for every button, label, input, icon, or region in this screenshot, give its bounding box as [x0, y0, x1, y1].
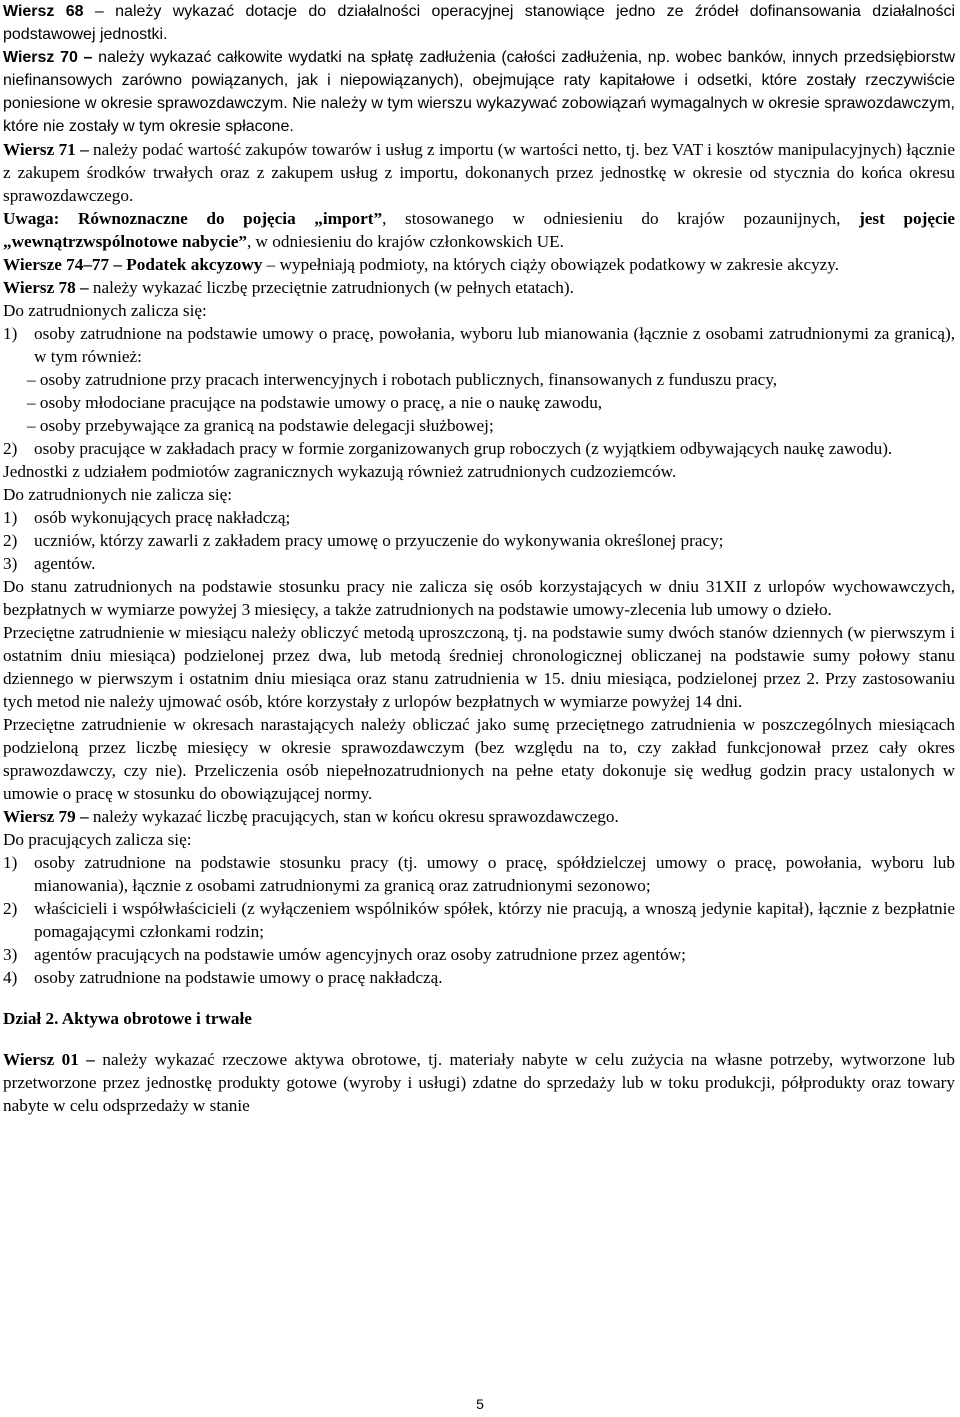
list-number: 2) [3, 439, 18, 458]
list-text: osoby zatrudnione na podstawie umowy o pracę nakładczą. [34, 968, 443, 987]
paragraph-wiersz-79 [3, 805, 955, 828]
included-intro: Do zatrudnionych zalicza się: [3, 301, 207, 320]
list-text: osoby pracujące w zakładach pracy w formie zorganizowanych grup roboczych (z wyjątkiem odbywających naukę zawodu). [34, 439, 893, 458]
paragraph-wiersz-70 [3, 46, 955, 138]
list-text: agentów. [34, 554, 96, 573]
excluded-intro: Do zatrudnionych nie zalicza się: [3, 485, 233, 504]
paragraph-wiersz-01 [3, 1048, 955, 1117]
list-number: 1) [3, 324, 18, 343]
list-number: 2) [3, 531, 18, 550]
row-text: należy wykazać całkowite wydatki na spłatę zadłużenia (całości zadłużenia, np. wobec banków, innych przedsiębiorstw niefinansowych zarówno powiązanych, jak i niepowiązanych), obejmujące raty kapitałowe i odsetki, które zostały rzeczywiście poniesione w okresie sprawozdawczym. Nie należy w tym wierszu wykazywać zobowiązań wymagalnych w okresie sprawozdawczym, które nie zostały w tym okresie spłacone. [3, 49, 955, 135]
row-text: należy podać wartość zakupów towarów i usług z importu (w wartości netto, tj. bez VAT i kosztów manipulacyjnych) łącznie z zakupem środków trwałych oraz z zakupem usług z importu, dokonanych przez jednostkę w okresie od stycznia do końca okresu sprawozdawczego. [3, 140, 955, 205]
list-item [3, 943, 955, 966]
list-number: 2) [3, 899, 18, 918]
paragraph-stan-zatrudnionych: Do stanu zatrudnionych na podstawie stosunku pracy nie zalicza się osób korzystających w dniu 31XII z urlopów wychowawczych, bezpłatnych w wymiarze powyżej 3 miesięcy, a także zatrudnionych na podstawie umowy-zlecenia lub umowy o dzieło. [3, 577, 955, 619]
row-text: należy wykazać rzeczowe aktywa obrotowe, tj. materiały nabyte w celu zużycia na własne potrzeby, wytworzone lub przetworzone przez jednostkę produkty gotowe (wyroby i usługi) zdatne do sprzedaży lub w toku produkcji, półprodukty oraz towary nabyte w celu odsprzedaży w stanie [3, 1050, 955, 1115]
list-item [3, 552, 955, 575]
paragraph-przecietne-okresy: Przeciętne zatrudnienie w okresach narastających należy obliczać jako sumę przeciętnego zatrudnienia w poszczególnych miesiącach podzieloną przez liczbę miesięcy w okresie sprawozdawczym (bez względu na to, czy zakład funkcjonował przez cały okres sprawozdawczy, czy nie). Przeliczenia osób niepełnozatrudnionych na pełne etaty dokonuje się według godzin pracy ustalonych w umowie o pracę w stosunku do obowiązującej normy. [3, 715, 955, 803]
list-item [3, 851, 955, 897]
list-number: 1) [3, 853, 18, 872]
paragraph-wiersz-68 [3, 0, 955, 46]
paragraph-wiersz-78 [3, 276, 955, 299]
list-text: osoby zatrudnione na podstawie stosunku pracy (tj. umowy o pracę, spółdzielczej umowy o pracę, powołania, wyboru lub mianowania), łącznie z osobami zatrudnionymi za granicą oraz zatrudnionymi sezonowo; [34, 853, 955, 895]
list-item [3, 966, 955, 989]
paragraph-foreign [3, 460, 955, 483]
list-text: uczniów, którzy zawarli z zakładem pracy umowę o przyuczenie do wykonywania określonej pracy; [34, 531, 724, 550]
list-text: właścicieli i współwłaścicieli (z wyłączeniem wspólników spółek, którzy nie pracują, a wnoszą jedynie kapitał), łącznie z bezpłatnie pomagającymi członkami rodzin; [34, 899, 955, 941]
list-text: agentów pracujących na podstawie umów agencyjnych oraz osoby zatrudnione przez agentów; [34, 945, 686, 964]
dash-item: – osoby młodociane pracujące na podstawie umowy o pracę, a nie o naukę zawodu, [27, 393, 603, 412]
row-text: należy wykazać liczbę pracujących, stan w końcu okresu sprawozdawczego. [88, 807, 619, 826]
dash-item: – osoby przebywające za granicą na podstawie delegacji służbowej; [27, 416, 494, 435]
paragraph-text: Jednostki z udziałem podmiotów zagranicznych wykazują również zatrudnionych cudzoziemców. [3, 462, 677, 481]
note-label: Uwaga: Równoznaczne do pojęcia „import” [3, 209, 383, 228]
list-text: osób wykonujących pracę nakładczą; [34, 508, 291, 527]
list-item [3, 437, 955, 460]
list-item [3, 529, 955, 552]
row-label: Wiersz 78 – [3, 278, 89, 297]
row-text: należy wykazać liczbę przeciętnie zatrudnionych (w pełnych etatach). [88, 278, 574, 297]
row-label: Wiersz 70 – [3, 49, 93, 66]
list-number: 3) [3, 945, 18, 964]
paragraph-przecietne-miesiac: Przeciętne zatrudnienie w miesiącu należy obliczyć metodą uproszczoną, tj. na podstawie sumy dwóch stanów dziennych (w pierwszym i ostatnim dniu miesiąca) podzielonej przez dwa, lub metodą średniej chronologicznej obliczanej na podstawie sumy połowy stanu dziennego w pierwszym i ostatnim dniu miesiąca oraz stanu zatrudnienia w 15. dniu miesiąca, podzielonej przez 2. Przy zastosowaniu tych metod nie należy ujmować osób, które korzystały z urlopów bezpłatnych w wymiarze powyżej 14 dni. [3, 623, 955, 711]
note-term: jest pojęcie „wewnątrzwspólnotowe nabycie” [3, 209, 955, 251]
list-number: 4) [3, 968, 18, 987]
page-number: 5 [476, 1396, 484, 1412]
list-item [3, 897, 955, 943]
dash-item: – osoby zatrudnione przy pracach interwencyjnych i robotach publicznych, finansowanych z funduszu pracy, [27, 370, 778, 389]
row-text: – wypełniają podmioty, na których ciąży obowiązek podatkowy w zakresie akcyzy. [262, 255, 840, 274]
row-label: Wiersz 68 [3, 3, 84, 20]
row-label: Wiersze 74–77 – Podatek akcyzowy [3, 255, 263, 274]
list-text: osoby zatrudnione na podstawie umowy o pracę, powołania, wyboru lub mianowania (łącznie z osobami zatrudnionymi za granicą), w tym również: [34, 324, 955, 366]
row-label: Wiersz 71 – [3, 140, 89, 159]
note-text: , stosowanego w odniesieniu do krajów pozaunijnych, [382, 209, 860, 228]
note-text-end: , w odniesieniu do krajów członkowskich UE. [246, 232, 564, 251]
row-text: – należy wykazać dotacje do działalności operacyjnej stanowiące jedno ze źródeł dofinansowania działalności podstawowej jednostki. [3, 3, 956, 43]
paragraph-wiersze-74-77 [3, 253, 955, 276]
paragraph-uwaga [3, 207, 955, 253]
list-item [3, 506, 955, 529]
row-label: Wiersz 79 – [3, 807, 89, 826]
document-page [3, 0, 955, 1117]
list-item [3, 322, 955, 368]
list-number: 3) [3, 554, 18, 573]
working-intro: Do pracujących zalicza się: [3, 830, 192, 849]
section-heading: Dział 2. Aktywa obrotowe i trwałe [3, 1009, 252, 1028]
paragraph-wiersz-71 [3, 138, 955, 207]
row-label: Wiersz 01 – [3, 1050, 95, 1069]
list-number: 1) [3, 508, 18, 527]
